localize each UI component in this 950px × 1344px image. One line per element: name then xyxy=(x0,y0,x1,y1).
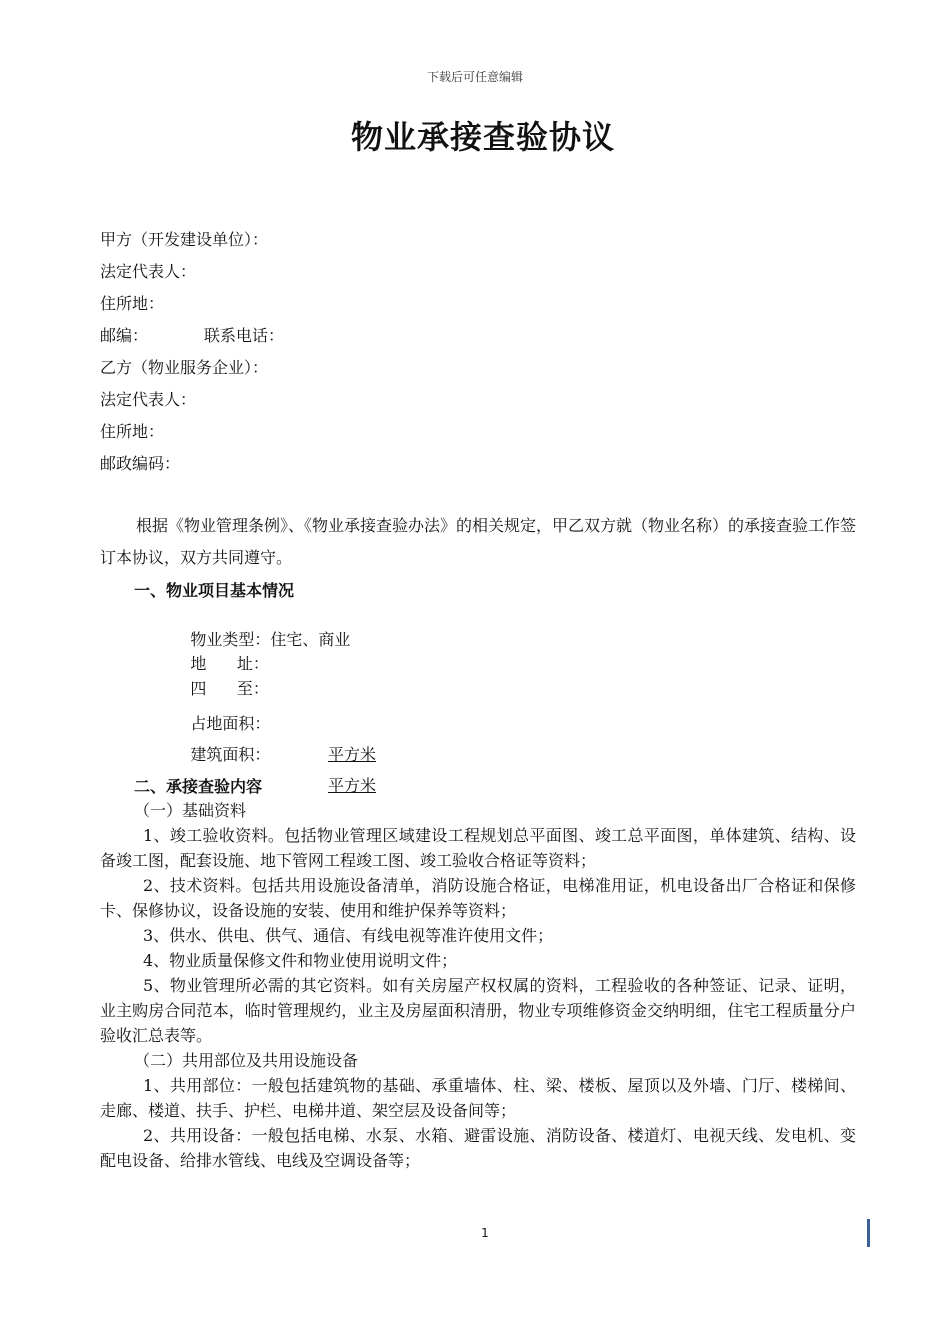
info-row xyxy=(170,628,350,673)
info-label: 地 址： xyxy=(190,654,269,673)
info-row xyxy=(170,652,350,698)
party-line: 住所地： xyxy=(100,422,165,441)
page-edge-marker xyxy=(867,1219,870,1247)
page-number: 1 xyxy=(481,1226,489,1240)
area-unit: 平方米 xyxy=(328,744,377,764)
section-heading: 二、承接查验内容 xyxy=(134,777,263,796)
header-note: 下载后可任意编辑 xyxy=(426,70,523,84)
content-item: 1、竣工验收资料。包括物业管理区域建设工程规划总平面图、竣工总平面图，单体建筑、结构、设备竣工图，配套设施、地下管网工程竣工图、竣工验收合格证等资料； xyxy=(100,826,856,870)
info-label: 物业类型：住宅、商业 xyxy=(190,629,351,649)
party-line: 邮编： 联系电话： xyxy=(100,326,284,345)
info-label: 四 至： xyxy=(190,678,269,698)
party-info xyxy=(100,224,284,480)
section-heading: 一、物业项目基本情况 xyxy=(134,581,295,600)
subsection-heading: （一）基础资料 xyxy=(134,801,247,820)
content-item: 2、技术资料。包括共用设施设备清单，消防设施合格证，电梯准用证，机电设备出厂合格证和保修卡、保修协议，设备设施的安装、使用和维护保养等资料； xyxy=(100,876,856,920)
inspection-content xyxy=(100,798,856,1173)
party-line: 法定代表人： xyxy=(100,262,197,281)
content-item: 5、物业管理所必需的其它资料。如有关房屋产权权属的资料，工程验收的各种签证、记录、证明，业主购房合同范本，临时管理规约，业主及房屋面积清册，物业专项维修资金交纳明细，住宅工程质量分户验收汇总表等。 xyxy=(100,976,856,1045)
content-item: 1、共用部位：一般包括建筑物的基础、承重墙体、柱、梁、楼板、屋顶以及外墙、门厅、楼梯间、走廊、楼道、扶手、护栏、电梯井道、架空层及设备间等； xyxy=(100,1076,856,1120)
party-line: 住所地： xyxy=(100,294,165,313)
party-line: 乙方（物业服务企业）： xyxy=(100,358,269,377)
party-line: 邮政编码： xyxy=(100,454,181,473)
info-label: 占地面积： xyxy=(190,713,271,733)
content-item: 4、物业质量保修文件和物业使用说明文件； xyxy=(143,951,458,970)
intro-paragraph: 根据《物业管理条例》、《物业承接查验办法》的相关规定，甲乙双方就（物业名称）的承接查验工作签订本协议，双方共同遵守。 xyxy=(100,516,857,567)
info-row xyxy=(170,603,351,649)
content-item: 3、供水、供电、供气、通信、有线电视等准许使用文件； xyxy=(143,926,554,945)
document-title: 物业承接查验协议 xyxy=(350,118,615,156)
party-line: 甲方（开发建设单位）： xyxy=(100,230,269,249)
party-line: 法定代表人： xyxy=(100,390,197,409)
subsection-heading: （二）共用部位及共用设施设备 xyxy=(134,1051,359,1070)
area-unit: 平方米 xyxy=(328,775,377,795)
content-item: 2、共用设备：一般包括电梯、水泵、水箱、避雷设施、消防设备、楼道灯、电视天线、发电机、变配电设备、给排水管线、电线及空调设备等； xyxy=(100,1126,856,1170)
info-label: 建筑面积： xyxy=(190,744,271,764)
